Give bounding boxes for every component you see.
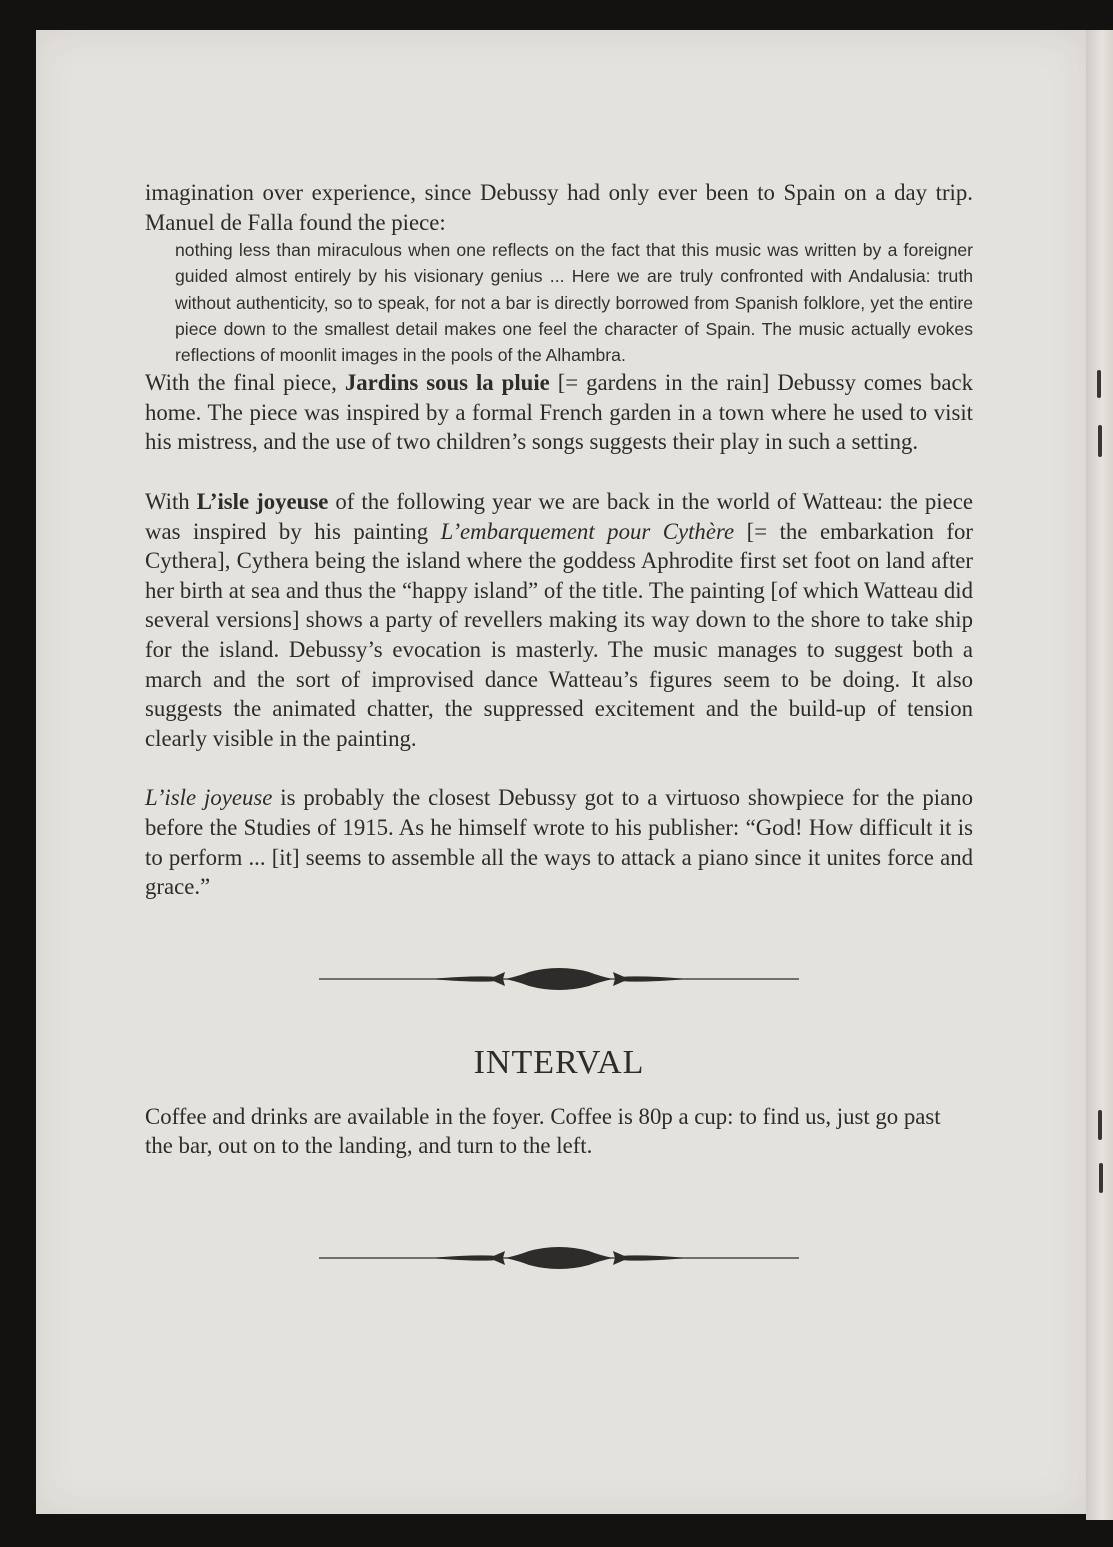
isle-text-after: [= the embarkation for Cythera], Cythera being the island where the goddess Aphrodite first set foot on land after her birth at sea and thus the “happy island” of the title. The painting [of which Watteau did several versions] shows a party of revellers making its way down to the shore to take ship for the island. Debussy’s evocation is masterly. The music manages to suggest both a march and the sort of improvised dance Watteau’s figures seem to be doing. It also suggests the animated chatter, the suppressed excitement and the build-up of tension clearly visible in the painting. bbox=[145, 518, 973, 751]
interval-notice bbox=[145, 1102, 973, 1161]
page-content bbox=[145, 178, 973, 1273]
virtuoso-title: L’isle joyeuse bbox=[145, 785, 273, 811]
isle-text-mid: of the following year we are back in the world of Watteau: the piece was inspired by his painting bbox=[145, 488, 973, 544]
edge-mark bbox=[1098, 425, 1102, 457]
edge-mark bbox=[1097, 370, 1101, 398]
jardins-title: Jardins sous la pluie bbox=[344, 370, 550, 396]
falla-intro-text: imagination over experience, since Debussy had only ever been to Spain on a day trip. Manuel de Falla found the piece: bbox=[145, 180, 973, 235]
falla-quote bbox=[175, 237, 973, 368]
edge-mark bbox=[1099, 1163, 1103, 1193]
jardins-text-before: With the final piece, bbox=[145, 370, 345, 396]
paragraph-falla-intro bbox=[145, 178, 973, 237]
spacer bbox=[145, 994, 973, 1044]
spacer bbox=[145, 902, 973, 964]
virtuoso-text: is probably the closest Debussy got to a virtuoso showpiece for the piano before the Studies of 1915. As he himself wrote to his publisher: “God! How difficult it is to perform ... [it] seems to assemble all the ways to attack a piano since it unites force and grace.” bbox=[145, 785, 973, 900]
jardins-text-after: [= gardens in the rain] Debussy comes back home. The piece was inspired by a formal French garden in a town where he used to visit his mistress, and the use of two children’s songs suggests their play in such a setting. bbox=[145, 370, 973, 455]
edge-mark bbox=[1098, 1110, 1102, 1140]
paragraph-virtuoso bbox=[145, 783, 973, 901]
paragraph-isle-joyeuse bbox=[145, 487, 973, 753]
painting-title: L’embarquement pour Cythère bbox=[440, 518, 735, 544]
spacer bbox=[145, 1161, 973, 1243]
spacer bbox=[145, 1082, 973, 1102]
page-edge bbox=[1086, 30, 1113, 1520]
falla-quote-text: nothing less than miraculous when one reflects on the fact that this music was written by a foreigner guided almost entirely by his visionary genius ... Here we are truly confronted with Andalusia: truth without authenticity, so to speak, for not a bar is directly borrowed from Spanish folklore, yet the entire piece down to the smallest detail makes one feel the character of Spain. The music actually evokes reflections of moonlit images in the pools of the Alhambra. bbox=[175, 240, 973, 365]
spacer bbox=[145, 457, 973, 487]
spacer bbox=[145, 753, 973, 783]
ornament-divider-bottom bbox=[319, 1243, 799, 1273]
interval-heading: INTERVAL bbox=[473, 1043, 645, 1081]
isle-text-before: With bbox=[145, 488, 197, 514]
paragraph-jardins bbox=[145, 368, 973, 457]
ornament-divider-top bbox=[319, 964, 799, 994]
interval-notice-text: Coffee and drinks are available in the foyer. Coffee is 80p a cup: to find us, just go past the bar, out on to the landing, and turn to the left. bbox=[145, 1103, 941, 1159]
isle-title: L’isle joyeuse bbox=[196, 488, 329, 514]
